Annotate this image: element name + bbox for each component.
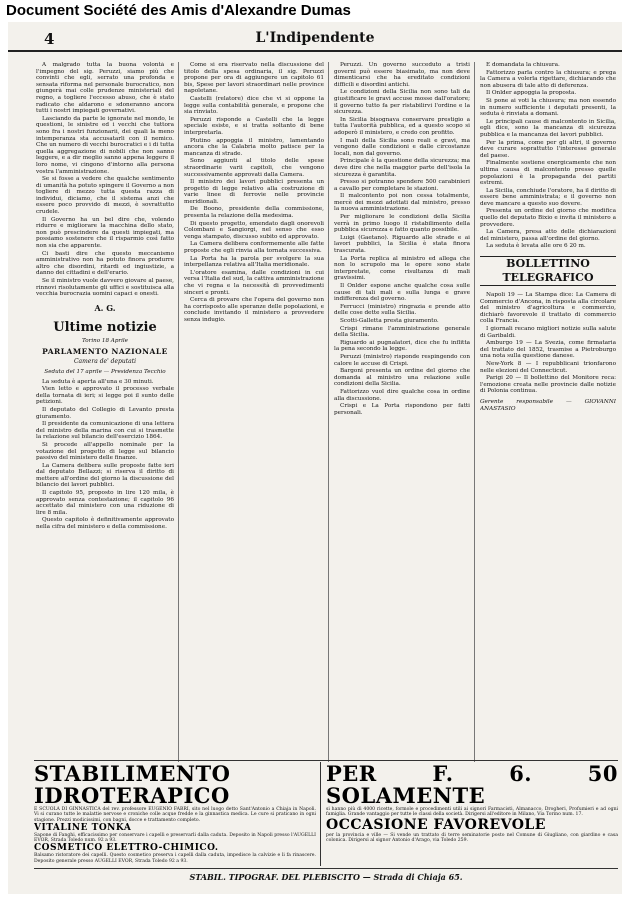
column-4 xyxy=(480,62,616,768)
paragraph: Fattorizzo vuol dire qualche cosa in ordine alla discussione. xyxy=(334,388,470,402)
paragraph: La Camera, presa atto delle dichiarazioni del ministero, passa all'ordine del giorno. xyxy=(480,229,616,242)
paragraph: L'oratore esamina, dalle condizioni in cui versa l'Italia del sud, la cattiva amministrazione che vi regna e la necessità di provvedimenti sinceri e pronti. xyxy=(184,269,324,296)
paragraph: Riguardo ai pugnalatori, dice che fu inflitta la pena secondo la legge. xyxy=(334,339,470,353)
paragraph: Vien letto e approvato il processo verbale della tornata di ieri; si legge poi il sunto delle petizioni. xyxy=(36,386,174,406)
printer-footer: STABIL. TIPOGRAF. DEL PLEBISCITO — Strada di Chiaja 65. xyxy=(189,872,463,882)
column-divider xyxy=(474,62,475,762)
paragraph: Principale è la questione della sicurezza; ma deve dire che nella maggior parte dell'isola la sicurezza è garantita. xyxy=(334,158,470,178)
page-number: 4 xyxy=(44,30,55,48)
column-divider xyxy=(328,62,329,762)
chamber-heading: Camera de' deputati xyxy=(73,358,137,366)
paragraph: Le condizioni della Sicilia non sono tali da giustificare le gravi accuse mosse dall'oratore; il governo tutto fa per ristabilirvi l'ordine e la sicurezza. xyxy=(334,89,470,116)
paragraph: La Camera delibera sulle proposte fatte ieri dal deputato Bellazzi; si riserva il diritto di mettere all'ordine del giorno la discussione del bilancio dei lavori pubblici. xyxy=(36,462,174,489)
paragraph: Lasciando da parte le ignorate nel mondo, le questioni, le sinistre ed i vecchi che tuttora sono fra i nostri funzionarii, dei quali la meno intemperanza sta accusatarli con il nemico. Che un numero di vecchi burocratici e i di tutta quella aggregazione di nobili che non sanno leggere, e a dir meglio sanno appena leggere il loro nome, vi cingono d'intorno alla persona vostra l'amministrazione. xyxy=(36,115,174,175)
advert-right xyxy=(326,763,618,863)
paragraph: Questo capitolo è definitivamente approvato nella cifra del ministero e della commissione. xyxy=(36,517,174,531)
paragraph: De Boono, presidente della commissione, presenta la relazione della medesima. xyxy=(184,206,324,220)
paragraph: Sono aggiunti al titolo delle spese straordinarie varii capitoli, che vengono successivamente approvati dalla Camera. xyxy=(184,158,324,178)
paragraph: Il Onlder appoggia la proposta. xyxy=(486,90,577,97)
paragraph: Il ministro dei lavori pubblici presenta un progetto di legge relativo alla costruzione di varie linee di ferrovie nelle provincie meridionali. xyxy=(184,179,324,205)
section-rule xyxy=(34,760,618,761)
paragraph: Luigi (Gaetano). Riguardo alle strade e ai lavori pubblici, la Sicilia è stata finora trascurata. xyxy=(334,234,470,255)
paragraph: Ci basti dire che questo meccanismo amministrativo non ha potuto finora produrre altro che disordini, ritardi ed ingiustizie, a danno dei cittadini e dell'erario. xyxy=(36,250,174,277)
gerente-line: Gerente responsabile — GIOVANNI ANASTASIO xyxy=(480,398,616,412)
paragraph: Le principali cause di malcontento in Sicilia, egli dice, sono la mancanza di sicurezza pubblica e la mancanza dei lavori pubblici. xyxy=(480,118,616,138)
paragraph: Il malcontento poi non cessa totalmente, mercè dei mezzi adottati dal ministro, presso la nuova amministrazione. xyxy=(334,193,470,213)
paragraph: Presso si potranno spendere 500 carabinieri a cavallo per completare le stazioni. xyxy=(334,179,470,192)
advert-left xyxy=(34,763,316,863)
telegraph-bulletin-heading: BOLLETTINO TELEGRAFICO xyxy=(480,256,616,286)
advert-text: Sapone di Fanghi, efficacissimo per conservare i capelli e preservarli dalla caduta. Deposito in Napoli presso l'AUGELLI EVOR, Strada Toledo num. 92 a 93. xyxy=(34,832,316,844)
paragraph: New-York 8 — I repubblicani trionfarono nelle elezioni del Connecticut. xyxy=(480,360,616,374)
paragraph: Crispi e La Porta rispondono per fatti personali. xyxy=(334,403,470,416)
paragraph: Di questo progetto, emendato dagli onorevoli Colombani e Sangiorgi, nel senso che esso venga stampato, discusso subito ed approvato. xyxy=(184,220,324,240)
paragraph: Il Onlder espone anche qualche cosa sulle cause di tali mali e sulla lunga e grave indifferenza del governo. xyxy=(334,283,470,303)
paragraph: Fattorizzo parla contro la chiusura; e prega la Camera a volerla rigettare, dichiarando che non abusera di tale atto di deferenza. xyxy=(480,69,616,89)
paragraph: Il presidente da comunicazione di una lettera del ministro della marina con cui si trasmette la relazione sul bilancio dell'esercizio 1864. xyxy=(36,421,174,441)
paragraph: Presenta un ordine del giorno che modifica quello del deputato Bixio e invita il ministero a provvedere. xyxy=(480,208,616,228)
footer-rule xyxy=(34,868,618,869)
paragraph: La seduta è aperta all'una e 30 minuti. xyxy=(42,378,154,385)
session-heading: Seduta del 17 aprile — Presidenza Tecchio xyxy=(44,368,166,375)
advert-headline: OCCASIONE FAVOREVOLE xyxy=(326,816,546,833)
paragraph: La seduta è levata alle ore 6 20 m. xyxy=(486,243,586,250)
paragraph: In Sicilia bisognava conservare prestigio a tutta l'autorità pubblica, ed a questo scopo si adoperò il ministero, e credo con profitto. xyxy=(334,116,470,136)
paragraph: Bargoni presenta un ordine del giorno che domanda al ministro una relazione sulle condizioni della Sicilia. xyxy=(334,368,470,388)
advert-headline: VITALINE TONKA xyxy=(34,822,132,833)
paragraph: Parigi 20 — Il bollettino del Monitore reca: l'emozione creata nelle provincie dalle notizie di Polonia continua. xyxy=(480,375,616,395)
paragraph: Peruzzi risponde a Castelli che la legge speciale esiste, e si tratta soltanto di bene interpretarla. xyxy=(184,116,324,136)
paragraph: Si pone ai voti la chiusura; ma non essendo in numero sufficiente i deputati presenti, la seduta è rinviata a domani. xyxy=(480,97,616,118)
paragraph: La Sicilia, conchiude l'oratore, ha il diritto di essere bene amministrata; e il governo non deve mancare a questo suo dovere. xyxy=(480,187,616,207)
column-3 xyxy=(334,62,470,768)
signature: A. G. xyxy=(94,302,116,313)
paragraph: Peruzzi. Un governo succeduto a tristi governi può essere biasimato, ma non deve dimenticarsi che ha ereditato condizioni difficili e disordini antichi. xyxy=(334,62,470,88)
paragraph: Per migliorare le condizioni della Sicilia verrà in primo luogo il ristabilimento della pubblica sicurezza e fatto quanto possibile. xyxy=(334,214,470,234)
paragraph: Scotti-Galletta presta giuramento. xyxy=(340,317,439,324)
advert-headline: STABILIMENTO IDROTERAPICO xyxy=(34,763,231,808)
paragraph: È domandata la chiusura. xyxy=(486,62,560,68)
paragraph: Se si fosse a vedere che qualche sentimento di umanità ha potuto spingere il Governo a non togliere di mezzo tutta questa razza di individui, diciamo, che il sistema anzi che essere poco provvido di mezzi, è sovrattutto crudele. xyxy=(36,176,174,216)
parliament-heading: PARLAMENTO NAZIONALE xyxy=(42,347,168,357)
paragraph: Il deputato del Collegio di Levanto presta giuramento. xyxy=(36,406,174,420)
column-1 xyxy=(36,62,174,768)
paragraph: Finalmente sostiene energicamente che non ultima causa di malcontento presso quelle popolazioni è la propaganda dei partiti estremi. xyxy=(480,160,616,187)
dateline: Torino 18 Aprile xyxy=(82,337,128,344)
newspaper-page xyxy=(8,22,622,894)
advert-text: si hanno più di 4000 ricette, formole e procedimenti utili ai signori Farmacisti, Almanacco, Drogheri, Profumieri e ad ogni famiglia. Grande vantaggio per tutte le classi della società. Dirigersi all'editore in Milano, Via Torino num. 17. xyxy=(326,807,618,818)
column-2 xyxy=(184,62,324,768)
paragraph: Plutino appoggia il ministro, lamentando ancora che la Calabria molto patisce per la mancanza di strade. xyxy=(184,137,324,157)
paragraph: La Porta ha la parola per svolgere la sua interpellanza relativa all'Italia meridionale. xyxy=(184,255,324,269)
paragraph: Come si era riservato nella discussione del titolo della spesa ordinaria, il sig. Peruzzi propone per ora di aggiungere un capitolo 61 bis, Spese per lavori straordinari nelle province napoletane. xyxy=(184,62,324,95)
paragraph: Per la prima, come per gli altri, il governo deve curare soprattutto l'interesse generale del paese. xyxy=(480,139,616,159)
advert-divider xyxy=(320,762,321,866)
paragraph: Il capitolo 95, proposto in lire 120 mila, è approvato senza contestazione; il capitolo 96 accettato dal ministero con una riduzione di lire 8 mila. xyxy=(36,490,174,516)
paragraph: Crispi rimane l'amministrazione generale della Sicilia. xyxy=(334,325,470,339)
paragraph: Cerca di provare che l'opera del governo non ha corrisposto alle speranze delle popolazioni, e conclude invitando il ministero a provvedere senza indugio. xyxy=(184,297,324,323)
paragraph: A malgrado tutta la buona volontà e l'impegno del sig. Peruzzi, siamo più che convinti che egli, serrato una profonda e sensata riforma nel personale burocratico, non giungerà mai colle prudenze ministeriali del regno, a togliere l'eccesso abuso, che è stato radicato che aldarono e sdoneranno ancora tutti i nostri impiegati governativi. xyxy=(36,62,174,115)
paragraph: La Camera delibera conformemente alle fatte proposte che egli rinvia alla tornata successiva. xyxy=(184,241,324,255)
paragraph: I mali della Sicilia sono reali e gravi, ma vengono dalle condizioni e dalle circostanze locali, non dal governo. xyxy=(334,137,470,157)
document-header: Document Société des Amis d'Alexandre Dumas xyxy=(6,2,351,19)
advert-text: E SCUOLA DI GINNASTICA del rev. professore EUGENIO FABRI, sito nel luogo detto Sant'Antonio a Chiaja in Napoli. Vi si curano tutte le malattie nervose e croniche colle acque fredde e la ginnastica medica. Le cure si praticano in ogni stagione. Prezzi modicissimi, con bagni, docce e trattamento completo. xyxy=(34,807,316,823)
paragraph: Il Governo ha un bel dire che, volendo ridurre e migliorare la macchina dello stato, non può prescindere da questi impiegati, ma possiamo sostenere che il risparmio così fatto non sia che apparente. xyxy=(36,216,174,250)
advert-text: Balsamo ristoratore dei capelli. Questo cosmetico preserva i capelli dalla caduta, impedisce la calvizie e li fa rinascere. Deposito generale presso AUGELLI EVOR, Strada Toledo 92 a 93. xyxy=(34,853,316,863)
advert-headline: PER F. 6. 50 SOLAMENTE xyxy=(326,763,618,808)
ultime-notizie-heading: Ultime notizie xyxy=(53,319,157,335)
paragraph: Peruzzi (ministro) risponde respingendo con calore le accuse di Crispi. xyxy=(334,353,470,367)
advert-text: per la provincia e ville — Si vende un trattato di terre seminatorie posto nel Comune di Giugliano, con giardino e casa colonica. Dirigersi al signor Antonio d'Arago, via Toledo 259. xyxy=(326,832,618,843)
paragraph: Ferrucci (ministro) ringrazia e prende atto delle cose dette sulla Sicilia. xyxy=(334,303,470,317)
paragraph: Napoli 19 — La Stampa dice: La Camera di Commercio d'Ancona, in risposta alla circolare del ministro d'agricoltura e commercio, dichiarò favorevole il trattato di commercio colla Francia. xyxy=(480,292,616,325)
masthead xyxy=(8,28,622,52)
paragraph: Se il ministro vuole davvero giovare al paese, rinnovi risolutamente gli uffici e sostituisca alla vecchia burocrazia uomini capaci e onesti. xyxy=(36,278,174,298)
advert-headline: COSMETICO ELETTRO-CHIMICO. xyxy=(34,843,219,854)
paragraph: Si procede all'appello nominale per la votazione del progetto di legge sul bilancio passivo del ministero delle finanze. xyxy=(36,441,174,462)
paragraph: Amburgo 19 — La Svezia, come firmataria del trattato del 1852, trasmise a Pietroburgo una nota sulla questione danese. xyxy=(480,340,616,360)
newspaper-title: L'Indipendente xyxy=(255,30,375,46)
paragraph: Castelli (relatore) dice che vi si oppone la legge sulla contabilità generale, e propone che sia rinviato. xyxy=(184,95,324,116)
paragraph: I giornali recano migliori notizie sulla salute di Garibaldi. xyxy=(480,326,616,339)
column-divider xyxy=(178,62,179,762)
paragraph: La Porta replica al ministro ed allega che non lo scrupolo ma le opere sono state interpretate, come risultanza di mali gravissimi. xyxy=(334,255,470,282)
